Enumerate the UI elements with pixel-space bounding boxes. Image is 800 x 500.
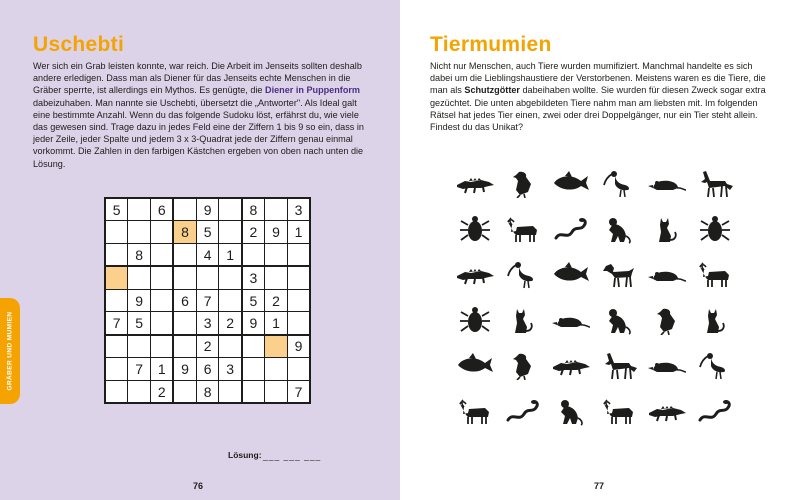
sudoku-cell[interactable]: 2 <box>265 289 288 312</box>
sudoku-cell[interactable] <box>105 335 128 358</box>
scarab-icon[interactable] <box>695 214 735 244</box>
snake-icon[interactable] <box>551 214 591 244</box>
sudoku-cell[interactable] <box>173 198 196 221</box>
sudoku-cell[interactable]: 6 <box>173 289 196 312</box>
scarab-icon[interactable] <box>455 214 495 244</box>
sudoku-cell[interactable] <box>287 266 310 289</box>
dog-icon[interactable] <box>599 259 639 289</box>
baboon-icon[interactable] <box>599 214 639 244</box>
sudoku-cell[interactable]: 2 <box>196 335 219 358</box>
shrew-icon[interactable] <box>647 259 687 289</box>
sudoku-cell[interactable]: 9 <box>196 198 219 221</box>
sudoku-cell[interactable] <box>265 244 288 267</box>
bull-icon[interactable] <box>455 396 495 426</box>
cat-icon[interactable] <box>647 214 687 244</box>
sudoku-cell[interactable] <box>287 289 310 312</box>
shrew-icon[interactable] <box>551 305 591 335</box>
sudoku-cell[interactable] <box>105 380 128 403</box>
sudoku-cell[interactable]: 5 <box>128 312 151 335</box>
snake-icon[interactable] <box>695 396 735 426</box>
sudoku-cell[interactable] <box>219 289 242 312</box>
sudoku-cell[interactable] <box>128 335 151 358</box>
sudoku-cell[interactable] <box>128 380 151 403</box>
ibis-icon[interactable] <box>503 259 543 289</box>
baboon-icon[interactable] <box>599 305 639 335</box>
bull-icon[interactable] <box>503 214 543 244</box>
sudoku-cell[interactable] <box>219 221 242 244</box>
left-body-part1: Wer sich ein Grab leisten konnte, war reich. Die Arbeit im Jenseits sollten deshalb andere erledigen. Dass man als Diener für das Jenseits echte Menschen in die Gräber sperrte, ist allerdings ein Mythos. Es genügte, die <box>33 61 362 96</box>
sudoku-cell[interactable] <box>287 244 310 267</box>
sudoku-cell[interactable]: 3 <box>219 358 242 381</box>
shrew-icon[interactable] <box>647 350 687 380</box>
sudoku-cell[interactable] <box>265 198 288 221</box>
sudoku-cell[interactable] <box>265 335 288 358</box>
sudoku-cell[interactable] <box>287 358 310 381</box>
jackal-icon[interactable] <box>695 168 735 198</box>
sudoku-cell[interactable]: 9 <box>242 312 265 335</box>
sudoku-cell[interactable] <box>151 266 174 289</box>
sudoku-cell[interactable] <box>196 266 219 289</box>
chapter-tab-label: GRÄBER UND MUMIEN <box>6 311 14 391</box>
sudoku-cell[interactable]: 1 <box>287 221 310 244</box>
snake-icon[interactable] <box>503 396 543 426</box>
sudoku-cell[interactable]: 8 <box>196 380 219 403</box>
page-number-left: 76 <box>193 481 204 491</box>
falcon-icon[interactable] <box>647 305 687 335</box>
sudoku-cell[interactable]: 3 <box>196 312 219 335</box>
sudoku-row <box>105 289 310 312</box>
sudoku-cell[interactable]: 2 <box>219 312 242 335</box>
sudoku-cell[interactable]: 6 <box>151 198 174 221</box>
right-body-bold: Schutzgötter <box>464 85 520 96</box>
baboon-icon[interactable] <box>551 396 591 426</box>
sudoku-cell[interactable] <box>287 312 310 335</box>
left-page-body <box>33 60 373 170</box>
sudoku-cell[interactable] <box>105 358 128 381</box>
sudoku-row <box>105 380 310 403</box>
sudoku-cell[interactable] <box>105 221 128 244</box>
sudoku-row <box>105 312 310 335</box>
sudoku-cell[interactable] <box>128 221 151 244</box>
sudoku-cell[interactable] <box>242 380 265 403</box>
crocodile-icon[interactable] <box>551 350 591 380</box>
sudoku-cell[interactable] <box>151 289 174 312</box>
sudoku-cell[interactable] <box>128 266 151 289</box>
sudoku-cell[interactable]: 3 <box>287 198 310 221</box>
sudoku-cell[interactable] <box>151 335 174 358</box>
sudoku-cell[interactable] <box>265 358 288 381</box>
left-body-bold: Diener in Puppenform <box>265 85 361 96</box>
jackal-icon[interactable] <box>599 350 639 380</box>
sudoku-row <box>105 221 310 244</box>
sudoku-cell[interactable]: 9 <box>128 289 151 312</box>
right-body-part2: dabeihaben wollte. Sie wurden für diesen Zweck sogar extra gezüchtet. Die unten abgebildeten Tiere nahm man am liebsten mit. Im folgenden Rätsel hat jedes Tier einen, zwei oder drei Doppelgänger, nur ein Tier steht allein. Findest du das Unikat? <box>430 85 766 133</box>
ibis-icon[interactable] <box>695 350 735 380</box>
sudoku-cell[interactable]: 9 <box>173 358 196 381</box>
sudoku-cell[interactable]: 8 <box>173 221 196 244</box>
falcon-icon[interactable] <box>503 168 543 198</box>
sudoku-cell[interactable]: 8 <box>242 198 265 221</box>
shrew-icon[interactable] <box>647 168 687 198</box>
crocodile-icon[interactable] <box>455 259 495 289</box>
sudoku-row <box>105 266 310 289</box>
sudoku-cell[interactable]: 8 <box>128 244 151 267</box>
sudoku-cell[interactable] <box>173 312 196 335</box>
sudoku-cell[interactable] <box>265 380 288 403</box>
sudoku-cell[interactable]: 3 <box>242 266 265 289</box>
animal-grid <box>455 168 745 428</box>
sudoku-cell[interactable]: 9 <box>287 335 310 358</box>
sudoku-cell[interactable]: 5 <box>105 198 128 221</box>
left-page-title: Uschebti <box>33 33 125 56</box>
ibis-icon[interactable] <box>599 168 639 198</box>
sudoku-cell[interactable]: 7 <box>287 380 310 403</box>
sudoku-cell[interactable] <box>151 312 174 335</box>
sudoku-cell[interactable]: 1 <box>151 358 174 381</box>
sudoku-cell[interactable] <box>242 244 265 267</box>
sudoku-row <box>105 358 310 381</box>
sudoku-grid <box>104 197 311 404</box>
sudoku-cell[interactable] <box>173 335 196 358</box>
fish-icon[interactable] <box>551 259 591 289</box>
sudoku-cell[interactable] <box>151 221 174 244</box>
fish-icon[interactable] <box>455 350 495 380</box>
sudoku-cell[interactable]: 7 <box>128 358 151 381</box>
sudoku-row <box>105 335 310 358</box>
sudoku-cell[interactable] <box>105 289 128 312</box>
bull-icon[interactable] <box>695 259 735 289</box>
sudoku-cell[interactable]: 1 <box>265 312 288 335</box>
crocodile-icon[interactable] <box>455 168 495 198</box>
right-body-part1: Nicht nur Menschen, auch Tiere wurden mumifiziert. Manchmal handelte es sich dabei um die Lieblingshaustiere der Verstorbenen. Meistens waren es die Tiere, die man als <box>430 61 766 96</box>
solution-blanks: ___ ___ ___ <box>263 451 322 461</box>
sudoku-cell[interactable]: 7 <box>105 312 128 335</box>
sudoku-cell[interactable] <box>173 380 196 403</box>
sudoku-row <box>105 244 310 267</box>
sudoku-cell[interactable] <box>242 358 265 381</box>
cat-icon[interactable] <box>503 305 543 335</box>
sudoku-cell[interactable]: 9 <box>265 221 288 244</box>
sudoku-cell[interactable]: 2 <box>151 380 174 403</box>
sudoku-cell[interactable] <box>219 198 242 221</box>
sudoku-cell[interactable] <box>128 198 151 221</box>
sudoku-cell[interactable]: 7 <box>196 289 219 312</box>
right-page-title: Tiermumien <box>430 33 552 56</box>
sudoku-cell[interactable] <box>173 244 196 267</box>
sudoku-row <box>105 198 310 221</box>
sudoku-cell[interactable] <box>151 244 174 267</box>
sudoku-cell[interactable] <box>105 266 128 289</box>
sudoku-cell[interactable] <box>242 335 265 358</box>
fish-icon[interactable] <box>551 168 591 198</box>
sudoku-cell[interactable] <box>265 266 288 289</box>
chapter-tab <box>0 298 20 404</box>
sudoku-cell[interactable] <box>219 266 242 289</box>
right-page-body <box>430 60 775 133</box>
scarab-icon[interactable] <box>455 305 495 335</box>
sudoku-cell[interactable]: 1 <box>219 244 242 267</box>
sudoku-cell[interactable] <box>173 266 196 289</box>
sudoku-cell[interactable]: 5 <box>196 221 219 244</box>
crocodile-icon[interactable] <box>647 396 687 426</box>
cat-icon[interactable] <box>695 305 735 335</box>
sudoku-cell[interactable]: 2 <box>242 221 265 244</box>
bull-icon[interactable] <box>599 396 639 426</box>
sudoku-cell[interactable]: 5 <box>242 289 265 312</box>
page-number-right: 77 <box>594 481 605 491</box>
sudoku-cell[interactable]: 6 <box>196 358 219 381</box>
sudoku-cell[interactable] <box>219 335 242 358</box>
solution-label: Lösung: <box>228 450 262 460</box>
falcon-icon[interactable] <box>503 350 543 380</box>
left-body-part2: dabeizuhaben. Man nannte sie Uschebti, übersetzt die „Antworter". Als Ideal galt eine bestimmte Anzahl. Wenn du das folgende Sudoku löst, erfährst du, wie viele das gewesen sind. Trage dazu in jedes Feld eine der Ziffern 1 bis 9 so ein, dass in jeder Zeile, jeder Spalte und jedem 3 x 3-Quadrat jede der Ziffern genau einmal vorkommt. Die Zahlen in den farbigen Kästchen ergeben von oben nach unten die Lösung. <box>33 97 364 169</box>
sudoku-cell[interactable] <box>105 244 128 267</box>
sudoku-cell[interactable] <box>219 380 242 403</box>
sudoku-cell[interactable]: 4 <box>196 244 219 267</box>
